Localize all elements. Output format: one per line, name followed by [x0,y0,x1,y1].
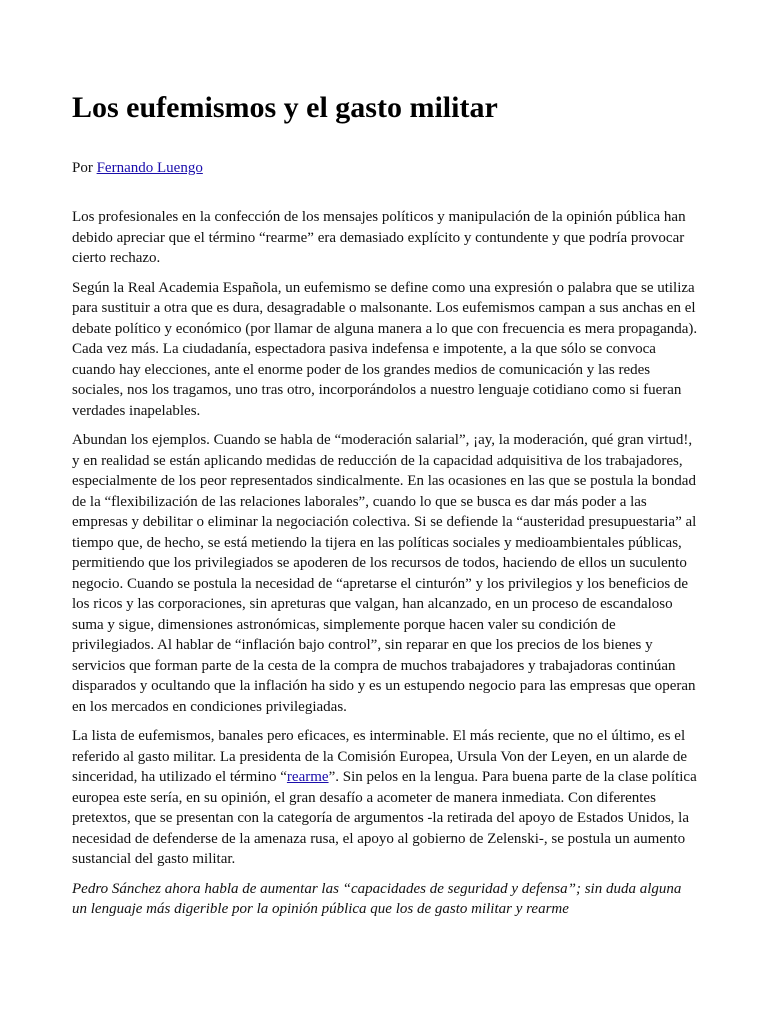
byline [72,158,700,178]
article-title: Los eufemismos y el gasto militar [72,91,498,124]
paragraph-3: Abundan los ejemplos. Cuando se habla de “moderación salarial”, ¡ay, la moderación, qué gran virtud!, y en realidad se están aplicando medidas de reducción de la capacidad adquisitiva de los trabajadores, especialmente de los peor representados sindicalmente. En las ocasiones en las que se postula la bondad de la “flexibilización de las relaciones laborales”, cuando lo que se busca es dar más poder a las empresas y debilitar o eliminar la negociación colectiva. Si se defiende la “austeridad presupuestaria” al tiempo que, de hecho, se está metiendo la tijera en las políticas sociales y medioambientales públicas, permitiendo que los privilegiados se apoderen de los recursos de todos, haciendo de ellos un suculento negocio. Cuando se postula la necesidad de “apretarse el cinturón” y los privilegios y los beneficios de los ricos y las corporaciones, sin apreturas que valgan, han alcanzado, en un proceso de escandaloso suma y sigue, dimensiones astronómicas, simplemente porque hacen valer su condición de privilegiados. Al hablar de “inflación bajo control”, sin reparar en que los precios de los bienes y servicios que forman parte de la cesta de la compra de muchos trabajadores y trabajadoras continúan disparados y ocultando que la inflación ha sido y es un estupendo negocio para las empresas que operan en los mercados en condiciones privilegiadas. [72,432,697,715]
italic-quote: Pedro Sánchez ahora habla de aumentar las “capacidades de seguridad y defensa”; sin duda alguna un lenguaje más digerible por la opinión pública que los de gasto militar y rearme [72,880,682,917]
author-link[interactable]: Fernando Luengo [96,160,203,176]
byline-prefix: Por [72,160,97,176]
paragraph-4-text-before: La lista de eufemismos, banales pero eficaces, es interminable. El más reciente, que no el último, es el referido al gasto militar. La presidenta de la Comisión Europea, Ursula Von der Leyen, en un alarde de sinceridad, ha utilizado el término “ [72,728,688,785]
paragraph-4 [72,726,700,870]
rearme-link[interactable]: rearme [286,769,329,785]
paragraph-4-text-after: ”. Sin pelos en la lengua. Para buena parte de la clase política europea este sería, en su opinión, el gran desafío a acometer de manera inmediata. Con diferentes pretextos, que se presentan con la categoría de argumentos -la retirada del apoyo de Estados Unidos, la necesidad de defenderse de la amenaza rusa, el apoyo al gobierno de Zelenski-, se postula un aumento sustancial del gasto militar. [72,769,697,867]
paragraph-2: Según la Real Academia Española, un eufemismo se define como una expresión o palabra que se utiliza para sustituir a otra que es dura, desagradable o malsonante. Los eufemismos campan a sus anchas en el debate político y económico (por llamar de alguna manera a lo que con frecuencia es mera propaganda). Cada vez más. La ciudadanía, espectadora pasiva indefensa e impotente, a la que sólo se convoca cuando hay elecciones, ante el enorme poder de los grandes medios de comunicación y las redes sociales, nos los tragamos, uno tras otro, incorporándolos a nuestro lenguaje cotidiano como si fueran verdades inapelables. [72,279,698,419]
paragraph-1: Los profesionales en la confección de los mensajes políticos y manipulación de la opinión pública han debido apreciar que el término “rearme” era demasiado explícito y contundente y que podría provocar cierto rechazo. [72,209,686,266]
article-body [72,207,700,920]
article [72,88,700,929]
